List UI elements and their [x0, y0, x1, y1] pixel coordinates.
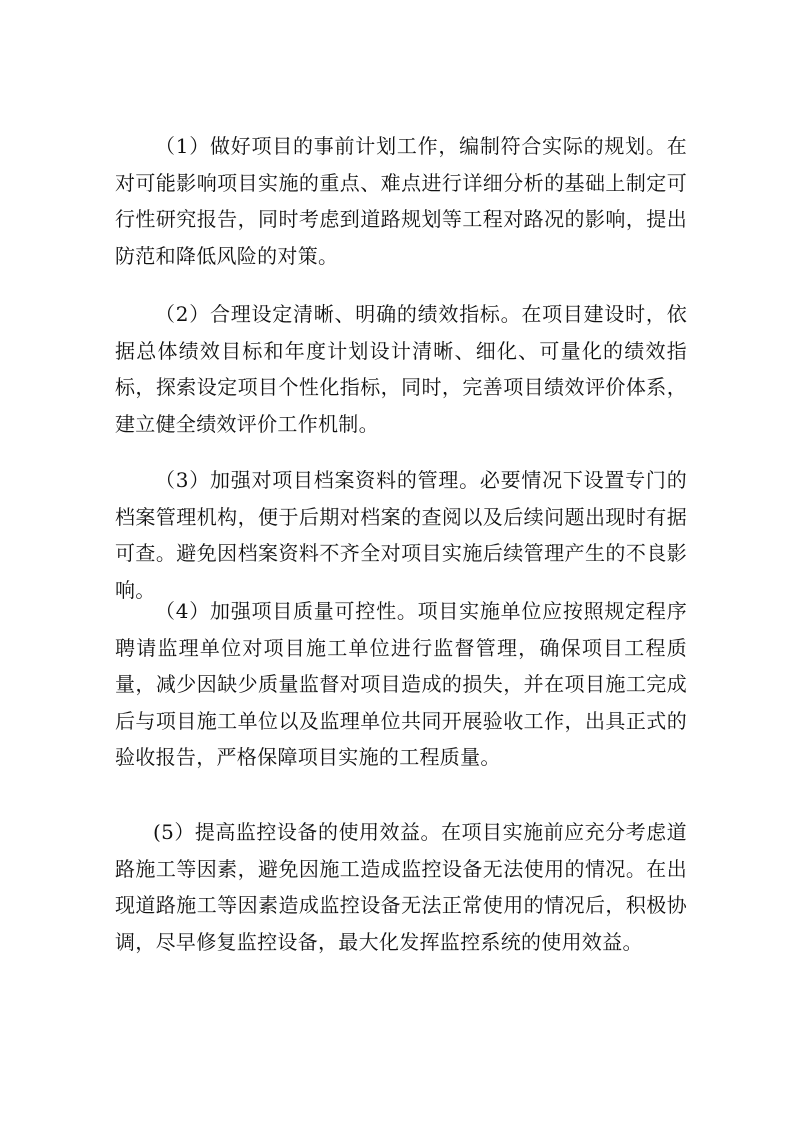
- paragraph-4: （4）加强项目质量可控性。项目实施单位应按照规定程序聘请监理单位对项目施工单位进行监督管理，确保项目工程质量，减少因缺少质量监督对项目造成的损失，并在项目施工完成后与项目施工单位以及监理单位共同开展验收工作，出具正式的验收报告，严格保障项目实施的工程质量。: [115, 599, 687, 769]
- paragraph-3: （3）加强对项目档案资料的管理。必要情况下设置专门的档案管理机构，便于后期对档案的查阅以及后续问题出现时有据可查。避免因档案资料不齐全对项目实施后续管理产生的不良影响。: [115, 468, 687, 602]
- paragraph-2: （2）合理设定清晰、明确的绩效指标。在项目建设时，依据总体绩效目标和年度计划设计清晰、细化、可量化的绩效指标，探索设定项目个性化指标，同时，完善项目绩效评价体系，建立健全绩效评价工作机制。: [115, 302, 687, 436]
- paragraph-5: (5）提高监控设备的使用效益。在项目实施前应充分考虑道路施工等因素，避免因施工造成监控设备无法使用的情况。在出现道路施工等因素造成监控设备无法正常使用的情况后，积极协调，尽早修复监控设备，最大化发挥监控系统的使用效益。: [115, 820, 687, 954]
- paragraph-1: （1）做好项目的事前计划工作，编制符合实际的规划。在对可能影响项目实施的重点、难点进行详细分析的基础上制定可行性研究报告，同时考虑到道路规划等工程对路况的影响，提出防范和降低风险的对策。: [115, 134, 687, 268]
